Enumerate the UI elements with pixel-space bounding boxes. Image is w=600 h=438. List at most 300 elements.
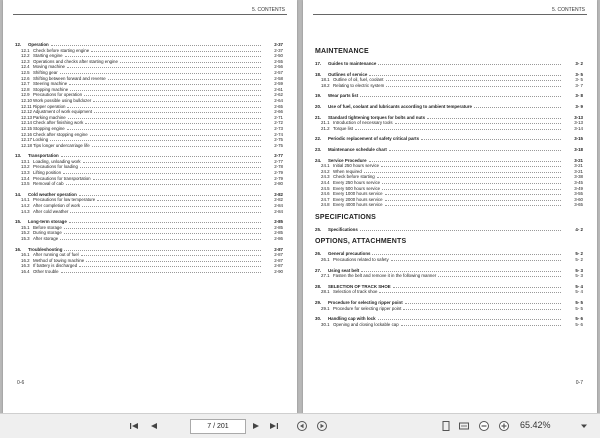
toc-section bbox=[315, 300, 583, 311]
toc-title: Precautions for transportation bbox=[33, 175, 91, 181]
toc-page: 5- 6 bbox=[575, 316, 583, 322]
toc-title: Troubleshooting bbox=[28, 246, 63, 252]
toc-section bbox=[315, 284, 583, 295]
header-rule bbox=[313, 14, 587, 15]
leader-dots bbox=[377, 177, 561, 178]
toc-number: 30.1 bbox=[321, 321, 330, 327]
toc-title: Lifting position bbox=[33, 170, 62, 176]
toc-page: 3-13 bbox=[574, 120, 583, 126]
leader-dots bbox=[64, 250, 261, 251]
toc-section-row[interactable] bbox=[315, 136, 583, 142]
leader-dots bbox=[360, 96, 561, 97]
zoom-dropdown-icon[interactable] bbox=[578, 420, 590, 432]
toc-page: 3-49 bbox=[574, 185, 583, 191]
toc-number: 24.6 bbox=[321, 191, 330, 197]
toc-number: 30. bbox=[315, 316, 322, 322]
leader-dots bbox=[94, 112, 261, 113]
toc-number: 12.15 bbox=[21, 125, 32, 131]
leader-dots bbox=[79, 266, 261, 267]
toc-page: 2-79 bbox=[274, 175, 283, 181]
toc-page: 3-15 bbox=[574, 136, 583, 142]
leader-dots bbox=[65, 56, 261, 57]
toc-section bbox=[15, 247, 283, 275]
leader-dots bbox=[91, 51, 261, 52]
toc-title: Check after finishing work bbox=[33, 120, 84, 126]
leader-dots bbox=[108, 79, 261, 80]
toc-number: 12.8 bbox=[21, 86, 30, 92]
leader-dots bbox=[360, 230, 561, 231]
toc-title: Steering machine bbox=[33, 81, 68, 87]
leader-dots bbox=[68, 118, 261, 119]
toc-section-row[interactable] bbox=[315, 93, 583, 99]
toc-title: After cold weather bbox=[33, 208, 69, 214]
toc-section bbox=[315, 104, 583, 110]
toc-left bbox=[15, 42, 283, 280]
toc-page: 3-14 bbox=[574, 125, 583, 131]
toc-section bbox=[315, 147, 583, 153]
toc-number: 12.1 bbox=[21, 47, 30, 53]
toc-number: 15. bbox=[15, 219, 22, 225]
prev-page-icon[interactable] bbox=[148, 420, 160, 432]
leader-dots bbox=[61, 272, 261, 273]
toc-number: 27.1 bbox=[321, 273, 330, 279]
leader-dots bbox=[361, 271, 561, 272]
toc-number: 12.2 bbox=[21, 53, 30, 59]
toc-number: 24.7 bbox=[321, 196, 330, 202]
toc-number: 16.2 bbox=[21, 257, 30, 263]
toc-page: 2-77 bbox=[274, 153, 283, 159]
toc-title: Locking bbox=[33, 137, 49, 143]
toc-item-row[interactable] bbox=[15, 181, 283, 187]
leader-dots bbox=[93, 179, 261, 180]
toc-title: Opening and closing lockable cap bbox=[333, 321, 399, 327]
toc-title: When required bbox=[333, 168, 362, 174]
toc-number: 26. bbox=[315, 251, 322, 257]
toc-page: 3-65 bbox=[574, 202, 583, 208]
toc-number: 16. bbox=[15, 246, 22, 252]
maintenance-list bbox=[315, 61, 583, 208]
toc-title: Operation bbox=[28, 42, 49, 47]
leader-dots bbox=[67, 67, 261, 68]
leader-dots bbox=[369, 75, 561, 76]
toc-page: 2-84 bbox=[274, 208, 283, 214]
leader-dots bbox=[379, 292, 561, 293]
toc-number: 19. bbox=[315, 93, 322, 99]
leader-dots bbox=[385, 205, 561, 206]
toc-number: 24.5 bbox=[321, 185, 330, 191]
toc-page: 2-50 bbox=[274, 53, 283, 59]
toc-number: 24.4 bbox=[321, 179, 330, 185]
toc-number: 21. bbox=[315, 114, 322, 120]
leader-dots bbox=[421, 139, 561, 140]
toc-page: 5- 5 bbox=[575, 305, 583, 311]
toc-title: Adjustment of work equipment bbox=[33, 109, 93, 115]
toc-title: Standard tightening torques for bolts and nuts bbox=[328, 114, 426, 120]
toc-title: Stopping machine bbox=[33, 86, 69, 92]
toc-number: 24.2 bbox=[321, 168, 330, 174]
toc-number: 12.9 bbox=[21, 92, 30, 98]
toc-section-row[interactable] bbox=[315, 147, 583, 153]
toc-page: 5- 2 bbox=[575, 251, 583, 257]
zoom-level[interactable]: 65.42% bbox=[520, 420, 551, 430]
toc-number: 18. bbox=[315, 71, 322, 77]
leader-dots bbox=[474, 107, 561, 108]
toc-page: 3-21 bbox=[574, 163, 583, 169]
last-page-icon[interactable] bbox=[268, 420, 280, 432]
toc-title: Every 500 hours service bbox=[333, 185, 381, 191]
toc-title: Operations and checks after starting engine bbox=[33, 58, 118, 64]
toc-title: Service Procedure bbox=[328, 157, 367, 163]
toc-page: 3- 7 bbox=[575, 82, 583, 88]
toc-page: 5- 3 bbox=[575, 273, 583, 279]
toc-number: 13.3 bbox=[21, 170, 30, 176]
toc-number: 13.1 bbox=[21, 158, 30, 164]
toc-title: Shifting between forward and reverse bbox=[33, 75, 106, 81]
document-page-right bbox=[303, 0, 597, 414]
toc-title: Guides to maintenance bbox=[328, 61, 377, 66]
leader-dots bbox=[79, 195, 261, 196]
toc-number: 28. bbox=[315, 283, 322, 289]
leader-dots bbox=[60, 73, 261, 74]
toc-item-row[interactable] bbox=[315, 306, 583, 312]
leader-dots bbox=[67, 107, 261, 108]
leader-dots bbox=[438, 276, 561, 277]
toc-title: Transportation bbox=[28, 153, 59, 159]
toc-title: Wear parts list bbox=[328, 93, 359, 99]
toc-page: 2-66 bbox=[274, 109, 283, 115]
toc-number: 28.1 bbox=[321, 289, 330, 295]
toc-page: 2-56 bbox=[274, 64, 283, 70]
toc-title: Precautions related to safety bbox=[333, 257, 389, 263]
leader-dots bbox=[80, 167, 261, 168]
toc-number: 12.11 bbox=[21, 103, 32, 109]
leader-dots bbox=[405, 303, 561, 304]
toc-page: 2-85 bbox=[274, 230, 283, 236]
toc-number: 12.6 bbox=[21, 75, 30, 81]
leader-dots bbox=[86, 261, 261, 262]
toc-title: Check before starting engine bbox=[33, 47, 90, 53]
toc-page: 2-79 bbox=[274, 170, 283, 176]
leader-dots bbox=[389, 150, 561, 151]
toc-item-row[interactable] bbox=[15, 236, 283, 242]
toc-title: Precautions for loading bbox=[33, 164, 78, 170]
toc-page: 2-78 bbox=[274, 164, 283, 170]
toc-number: 23. bbox=[315, 146, 322, 152]
leader-dots bbox=[401, 325, 561, 326]
toc-item-row[interactable] bbox=[315, 273, 583, 279]
leader-dots bbox=[66, 184, 261, 185]
toc-title: Relating to electric system bbox=[333, 82, 385, 88]
toc-title: Before storage bbox=[33, 224, 62, 230]
first-page-icon[interactable] bbox=[128, 420, 140, 432]
leader-dots bbox=[364, 172, 561, 173]
specifications-list bbox=[315, 227, 583, 233]
leader-dots bbox=[369, 161, 561, 162]
toc-number: 14. bbox=[15, 191, 22, 197]
toc-title: Precautions for operation bbox=[33, 92, 83, 98]
toc-page: 2-90 bbox=[274, 268, 283, 274]
leader-dots bbox=[90, 135, 261, 136]
page-header: 5. CONTENTS bbox=[251, 7, 285, 13]
toc-page: 3- 5 bbox=[575, 71, 583, 77]
toc-number: 17. bbox=[315, 61, 322, 66]
toc-section bbox=[315, 316, 583, 327]
toc-title: Removal of cab bbox=[33, 181, 64, 187]
page-number-input[interactable]: 7 / 201 bbox=[190, 419, 246, 434]
toc-section bbox=[15, 153, 283, 187]
toc-page: 5- 5 bbox=[575, 300, 583, 306]
leader-dots bbox=[382, 189, 561, 190]
toc-page: 2-80 bbox=[274, 181, 283, 187]
toc-page: 2-55 bbox=[274, 58, 283, 64]
toc-item-row[interactable] bbox=[315, 289, 583, 295]
toc-page: 3- 9 bbox=[575, 103, 583, 109]
toc-page: 2-87 bbox=[274, 252, 283, 258]
toc-title: Check before starting bbox=[333, 174, 375, 180]
toc-number: 12.16 bbox=[21, 131, 32, 137]
toc-page: 5- 6 bbox=[575, 321, 583, 327]
toc-title: After running out of fuel bbox=[33, 252, 79, 258]
leader-dots bbox=[395, 123, 561, 124]
toc-title: Parking machine bbox=[33, 114, 66, 120]
toc-number: 13. bbox=[15, 153, 22, 159]
toc-item-row[interactable] bbox=[15, 269, 283, 275]
leader-dots bbox=[403, 309, 561, 310]
header-rule bbox=[13, 14, 287, 15]
toc-number: 12. bbox=[15, 42, 22, 47]
toc-title: Cold weather operation bbox=[28, 191, 77, 197]
toc-number: 18.1 bbox=[321, 77, 330, 83]
toc-item-row[interactable] bbox=[15, 143, 283, 149]
toc-page: 3-55 bbox=[574, 191, 583, 197]
toc-section-row[interactable] bbox=[315, 104, 583, 110]
heading-options: OPTIONS, ATTACHMENTS bbox=[315, 238, 407, 246]
toc-number: 27. bbox=[315, 267, 322, 273]
toc-page: 2-74 bbox=[274, 131, 283, 137]
viewer-toolbar bbox=[0, 413, 600, 438]
toc-page: 5- 3 bbox=[575, 267, 583, 273]
toc-item-row[interactable] bbox=[315, 126, 583, 132]
toc-number: 12.14 bbox=[21, 120, 32, 126]
leader-dots bbox=[69, 222, 261, 223]
toc-number: 14.2 bbox=[21, 203, 30, 209]
prev-view-icon[interactable] bbox=[296, 420, 308, 432]
toc-page: 2-77 bbox=[274, 158, 283, 164]
toc-title: Stopping engine bbox=[33, 125, 65, 131]
toc-title: Check after stopping engine bbox=[33, 131, 88, 137]
toc-number: 12.12 bbox=[21, 109, 32, 115]
page-number: 0-7 bbox=[575, 380, 583, 386]
toc-title: Every 1000 hours service bbox=[333, 191, 383, 197]
leader-dots bbox=[355, 129, 561, 130]
toc-right bbox=[315, 42, 583, 332]
toc-title: Selection of track shoe bbox=[333, 289, 378, 295]
toc-page: 3- 8 bbox=[575, 93, 583, 99]
toc-item-row[interactable] bbox=[315, 257, 583, 263]
toc-page: 2-57 bbox=[274, 69, 283, 75]
toc-page: 2-86 bbox=[274, 236, 283, 241]
leader-dots bbox=[97, 200, 261, 201]
toc-item-row[interactable] bbox=[315, 83, 583, 89]
leader-dots bbox=[85, 123, 261, 124]
toc-title: Outline of oil, fuel, coolant bbox=[333, 77, 384, 83]
toc-number: 21.2 bbox=[321, 125, 330, 131]
toc-page: 2-75 bbox=[274, 137, 283, 143]
toc-page: 2-75 bbox=[274, 142, 283, 148]
leader-dots bbox=[385, 200, 561, 201]
leader-dots bbox=[382, 183, 561, 184]
toc-section-row[interactable] bbox=[315, 227, 583, 233]
page-header: 5. CONTENTS bbox=[551, 7, 585, 13]
page-number: 0-6 bbox=[17, 380, 25, 386]
toc-title: Fasten the belt and remove it in the following manner bbox=[333, 273, 437, 279]
toc-title: Tips longer undercarriage life bbox=[33, 142, 90, 148]
toc-number: 12.7 bbox=[21, 81, 30, 87]
leader-dots bbox=[51, 45, 261, 46]
toc-number: 12.3 bbox=[21, 58, 30, 64]
toc-number: 12.17 bbox=[21, 137, 32, 143]
heading-maintenance: MAINTENANCE bbox=[315, 48, 369, 55]
toc-number: 13.2 bbox=[21, 164, 30, 170]
leader-dots bbox=[60, 239, 261, 240]
toc-title: Every 2000 hours service bbox=[333, 196, 383, 202]
toc-title: Using seat belt bbox=[328, 267, 360, 273]
leader-dots bbox=[372, 254, 561, 255]
toc-page: 5- 2 bbox=[575, 257, 583, 263]
leader-dots bbox=[92, 146, 261, 147]
toc-page: 5- 4 bbox=[575, 283, 583, 289]
toc-number: 15.1 bbox=[21, 224, 30, 230]
toc-item-row[interactable] bbox=[15, 209, 283, 215]
toc-title: Procedure for selecting ripper point bbox=[328, 300, 403, 306]
toc-page: 2-85 bbox=[274, 219, 283, 225]
leader-dots bbox=[378, 64, 561, 65]
toc-number: 29. bbox=[315, 300, 322, 306]
toc-page: 3-38 bbox=[574, 174, 583, 180]
toc-page: 2-84 bbox=[274, 203, 283, 209]
toc-title: During storage bbox=[33, 230, 62, 236]
leader-dots bbox=[81, 255, 261, 256]
toc-title: Other trouble bbox=[33, 268, 59, 274]
toc-number: 16.3 bbox=[21, 263, 30, 269]
toc-page: 3-21 bbox=[574, 168, 583, 174]
toc-title: Every 250 hours service bbox=[333, 179, 381, 185]
toc-page: 3-13 bbox=[574, 114, 583, 120]
leader-dots bbox=[64, 233, 261, 234]
leader-dots bbox=[50, 140, 261, 141]
toc-section bbox=[315, 93, 583, 99]
toc-number: 16.1 bbox=[21, 252, 30, 258]
toc-title: Procedure for selecting ripper point bbox=[333, 305, 402, 311]
toc-section bbox=[315, 61, 583, 67]
leader-dots bbox=[67, 129, 261, 130]
toc-page: 2-61 bbox=[274, 86, 283, 92]
toc-page: 3-21 bbox=[574, 157, 583, 163]
toc-title: Precautions for low temperature bbox=[33, 197, 96, 203]
toc-title: Work possible using bulldozer bbox=[33, 97, 92, 103]
next-page-icon[interactable] bbox=[250, 420, 262, 432]
toc-title: Specifications bbox=[328, 226, 358, 232]
leader-dots bbox=[386, 80, 561, 81]
leader-dots bbox=[93, 101, 261, 102]
toc-title: SELECTION OF TRACK SHOE bbox=[328, 283, 391, 289]
toc-page: 3- 2 bbox=[575, 61, 583, 66]
toc-section bbox=[315, 227, 583, 233]
toc-page: 2-87 bbox=[274, 263, 283, 269]
toc-number: 12.5 bbox=[21, 69, 30, 75]
zoom-out-icon[interactable] bbox=[478, 420, 490, 432]
fit-page-icon[interactable] bbox=[440, 420, 452, 432]
toc-item-row[interactable] bbox=[315, 202, 583, 208]
options-list bbox=[315, 251, 583, 327]
leader-dots bbox=[64, 228, 261, 229]
leader-dots bbox=[381, 166, 561, 167]
toc-section-row[interactable] bbox=[315, 61, 583, 67]
toc-title: If battery is discharged bbox=[33, 263, 78, 269]
leader-dots bbox=[61, 156, 261, 157]
fit-width-icon[interactable] bbox=[458, 420, 470, 432]
toc-number: 24.3 bbox=[321, 174, 330, 180]
toc-title: After completion of work bbox=[33, 203, 81, 209]
next-view-icon[interactable] bbox=[316, 420, 328, 432]
toc-item-row[interactable] bbox=[315, 322, 583, 328]
toc-number: 15.2 bbox=[21, 230, 30, 236]
toc-page: 2-37 bbox=[274, 42, 283, 47]
toc-section bbox=[315, 158, 583, 208]
toc-title: Moving machine bbox=[33, 64, 65, 70]
toc-title: Introduction of necessary tools bbox=[333, 120, 393, 126]
toc-title: Handling cap with lock bbox=[328, 316, 376, 322]
toc-page: 2-72 bbox=[274, 120, 283, 126]
leader-dots bbox=[63, 173, 261, 174]
toc-page: 2-87 bbox=[274, 246, 283, 252]
toc-number: 22. bbox=[315, 136, 322, 142]
leader-dots bbox=[386, 86, 561, 87]
toc-title: Use of fuel, coolant and lubricants according to ambient temperature bbox=[328, 103, 472, 109]
toc-title: Outlines of service bbox=[328, 71, 368, 77]
leader-dots bbox=[427, 118, 561, 119]
toc-title: Initial 250 hours service bbox=[333, 163, 380, 169]
leader-dots bbox=[393, 287, 561, 288]
toc-page: 2-71 bbox=[274, 114, 283, 120]
toc-number: 12.18 bbox=[21, 142, 32, 148]
document-page-left bbox=[3, 0, 297, 414]
leader-dots bbox=[84, 95, 261, 96]
toc-title: Loading, unloading work bbox=[33, 158, 81, 164]
toc-number: 12.13 bbox=[21, 114, 32, 120]
toc-page: 2-82 bbox=[274, 197, 283, 203]
toc-title: Method of towing machine bbox=[33, 257, 85, 263]
toc-number: 12.4 bbox=[21, 64, 30, 70]
toc-section bbox=[15, 192, 283, 214]
toc-page: 3- 5 bbox=[575, 77, 583, 83]
toc-title: Maintenance schedule chart bbox=[328, 146, 387, 152]
toc-page: 5- 4 bbox=[575, 289, 583, 295]
zoom-in-icon[interactable] bbox=[498, 420, 510, 432]
toc-number: 24. bbox=[315, 157, 322, 163]
heading-specifications: SPECIFICATIONS bbox=[315, 213, 377, 221]
toc-number: 18.2 bbox=[321, 82, 330, 88]
toc-page: 2-65 bbox=[274, 103, 283, 109]
toc-page: 2-37 bbox=[274, 47, 283, 53]
toc-number: 24.1 bbox=[321, 163, 330, 169]
toc-section bbox=[315, 115, 583, 132]
toc-section bbox=[315, 136, 583, 142]
toc-page: 2-64 bbox=[274, 97, 283, 103]
toc-title: Ripper operation bbox=[33, 103, 66, 109]
toc-title: Every 4000 hours service bbox=[333, 202, 383, 208]
leader-dots bbox=[385, 194, 561, 195]
